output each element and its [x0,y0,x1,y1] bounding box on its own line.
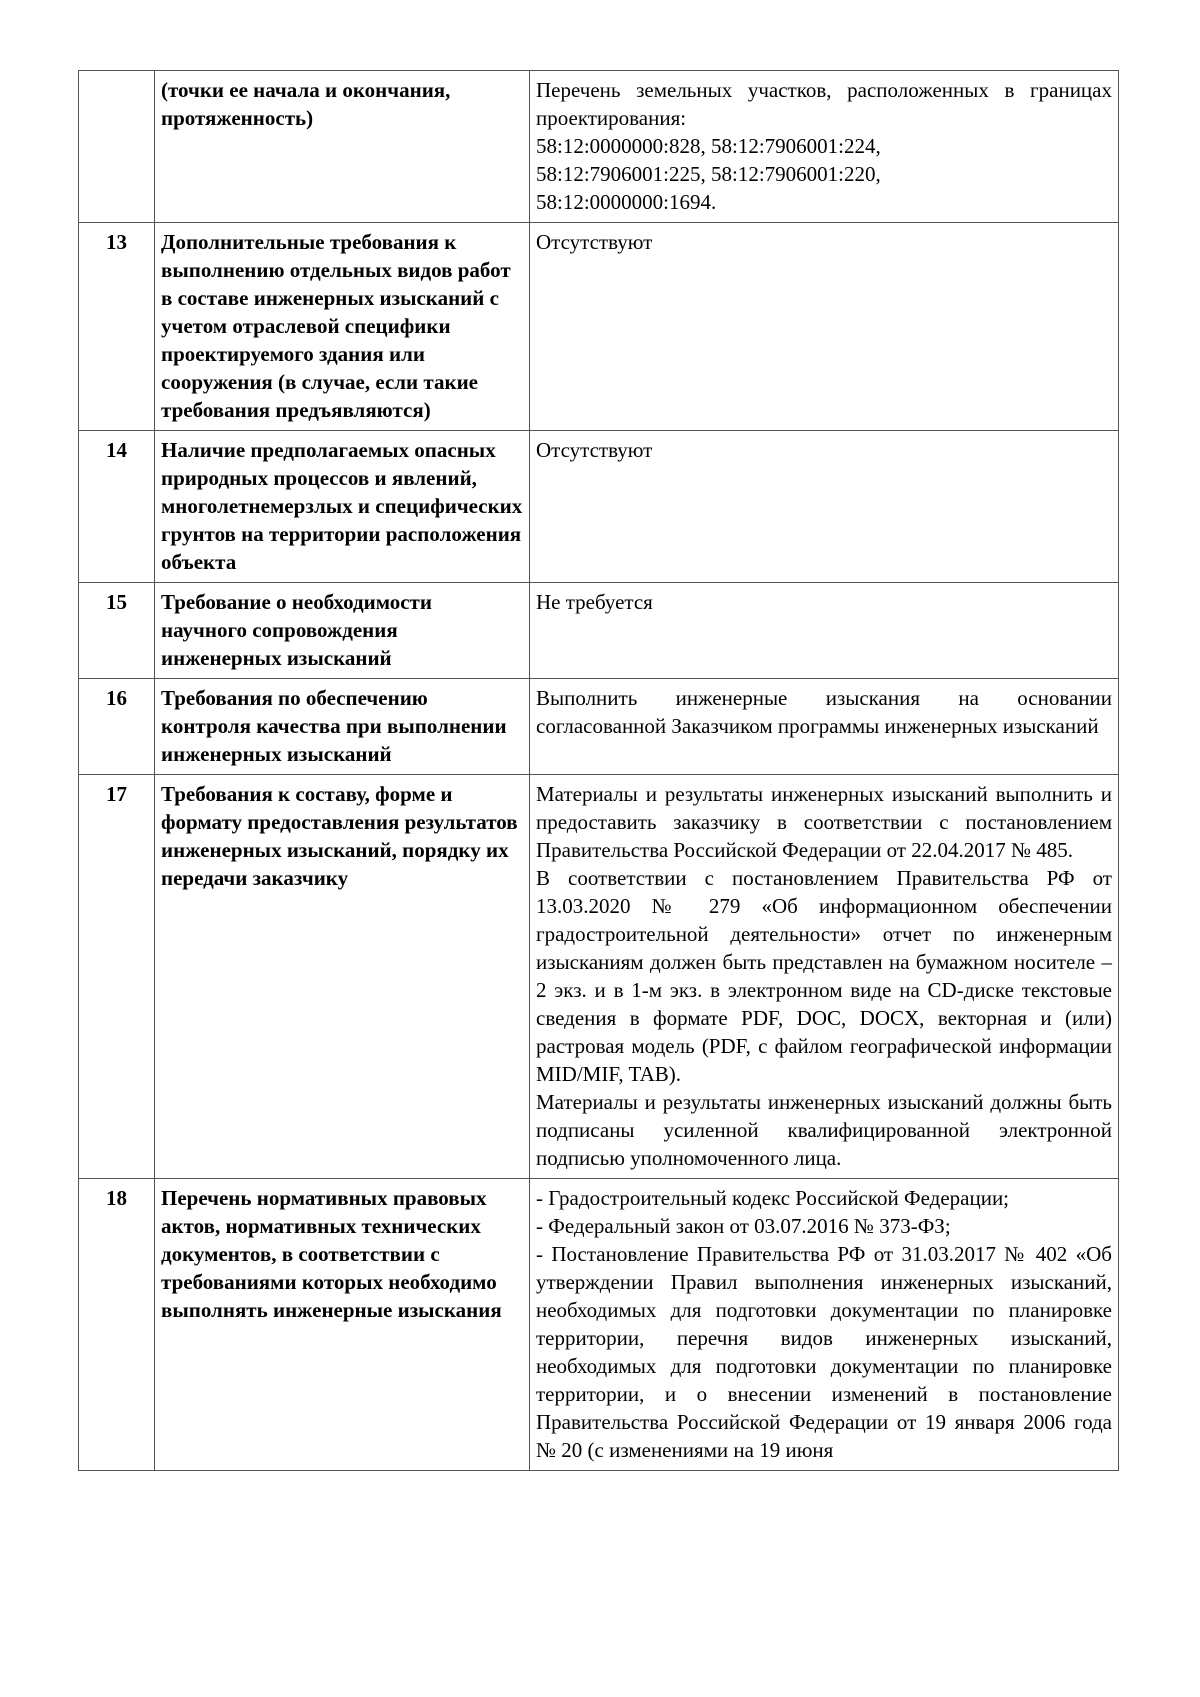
row-number: 16 [79,679,155,775]
value-paragraph: Отсутствуют [536,230,653,254]
value-paragraph: Перечень земельных участков, расположенных в границах проектирования: [536,78,1112,130]
requirement-value [530,679,1119,775]
requirement-label: Требование о необходимости научного сопровождения инженерных изысканий [155,583,530,679]
table-row [79,1179,1119,1471]
requirements-table [78,70,1119,1471]
requirement-label: Требования по обеспечению контроля качества при выполнении инженерных изысканий [155,679,530,775]
value-paragraph: Выполнить инженерные изыскания на основании согласованной Заказчиком программы инженерных изысканий [536,686,1112,738]
value-paragraph: Материалы и результаты инженерных изысканий выполнить и предоставить заказчику в соответствии с постановлением Правительства Российской Федерации от 22.04.2017 № 485. [536,782,1112,862]
value-paragraph: 58:12:7906001:225, 58:12:7906001:220, [536,162,881,186]
requirement-value [530,1179,1119,1471]
requirement-value [530,223,1119,431]
requirement-value [530,775,1119,1179]
row-number [79,71,155,223]
table-row [79,583,1119,679]
value-paragraph: 58:12:0000000:828, 58:12:7906001:224, [536,134,881,158]
table-row [79,223,1119,431]
table-row [79,431,1119,583]
requirement-value [530,583,1119,679]
table-row [79,679,1119,775]
value-paragraph: - Федеральный закон от 03.07.2016 № 373-ФЗ; [536,1214,951,1238]
value-paragraph: - Постановление Правительства РФ от 31.03.2017 № 402 «Об утверждении Правил выполнения инженерных изысканий, необходимых для подготовки документации по планировке территории, перечня видов инженерных изысканий, необходимых для подготовки документации по планировке территории, и о внесении изменений в постановление Правительства Российской Федерации от 19 января 2006 года № 20 (с изменениями на 19 июня [536,1242,1112,1462]
value-paragraph: Материалы и результаты инженерных изысканий должны быть подписаны усиленной квалифицированной электронной подписью уполномоченного лица. [536,1090,1112,1170]
requirement-label: Наличие предполагаемых опасных природных процессов и явлений, многолетнемерзлых и специфических грунтов на территории расположения объекта [155,431,530,583]
requirement-label: Дополнительные требования к выполнению отдельных видов работ в составе инженерных изысканий с учетом отраслевой специфики проектируемого здания или сооружения (в случае, если такие требования предъявляются) [155,223,530,431]
table-row [79,71,1119,223]
table-row [79,775,1119,1179]
requirement-value [530,71,1119,223]
value-paragraph: 58:12:0000000:1694. [536,190,717,214]
row-number: 18 [79,1179,155,1471]
requirement-label: (точки ее начала и окончания, протяженность) [155,71,530,223]
requirement-label: Перечень нормативных правовых актов, нормативных технических документов, в соответствии с требованиями которых необходимо выполнять инженерные изыскания [155,1179,530,1471]
value-paragraph: Не требуется [536,590,653,614]
value-paragraph: Отсутствуют [536,438,653,462]
value-paragraph: В соответствии с постановлением Правительства РФ от 13.03.2020 № 279 «Об информационном обеспечении градостроительной деятельности» отчет по инженерным изысканиям должен быть представлен на бумажном носителе – 2 экз. и в 1-м экз. в электронном виде на CD-диске текстовые сведения в формате PDF, DOC, DOCX, векторная и (или) растровая модель (PDF, с файлом географической информации MID/MIF, TAB). [536,866,1112,1086]
value-paragraph: - Градостроительный кодекс Российской Федерации; [536,1186,1010,1210]
requirement-value [530,431,1119,583]
row-number: 17 [79,775,155,1179]
requirement-label: Требования к составу, форме и формату предоставления результатов инженерных изысканий, порядку их передачи заказчику [155,775,530,1179]
row-number: 14 [79,431,155,583]
row-number: 15 [79,583,155,679]
row-number: 13 [79,223,155,431]
